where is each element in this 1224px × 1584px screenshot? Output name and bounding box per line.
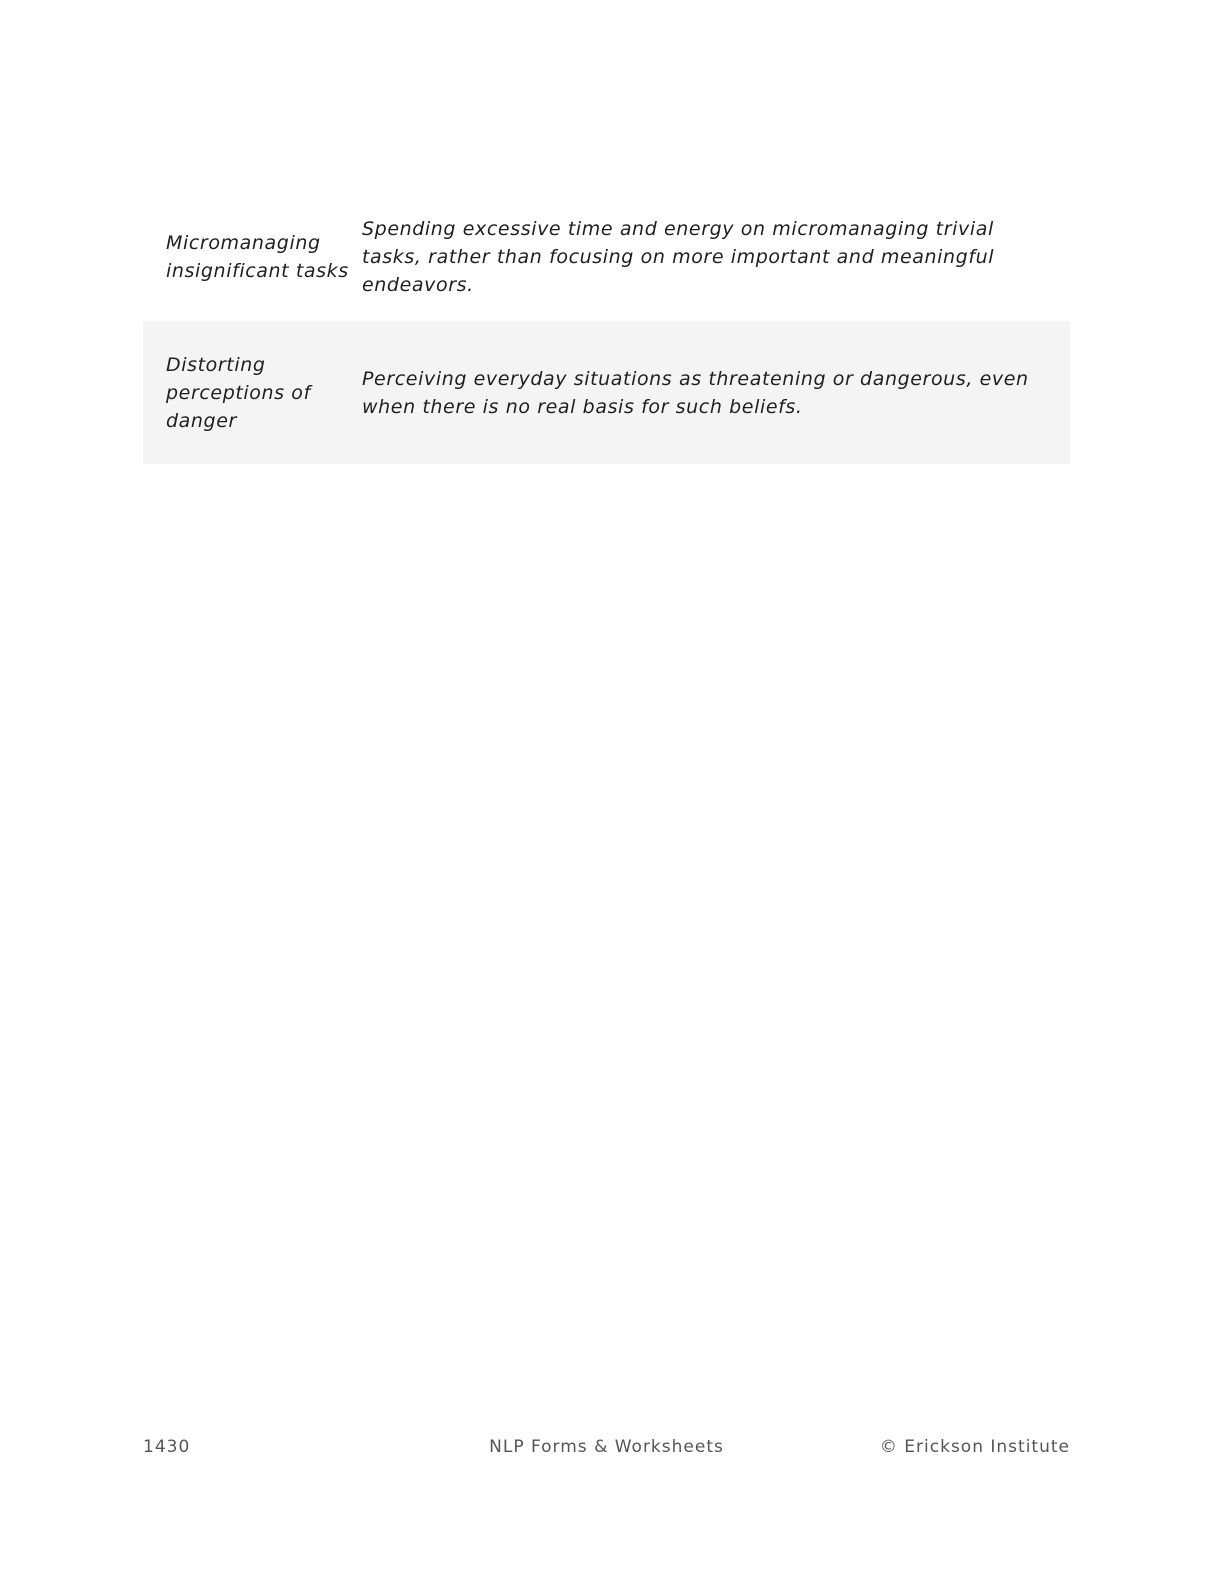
row-description: Perceiving everyday situations as threatening or dangerous, even when there is no real basis for such beliefs. — [362, 367, 1029, 418]
table-row — [143, 192, 1070, 321]
page-number: 1430 — [143, 1437, 191, 1457]
copyright-notice: © Erickson Institute — [879, 1437, 1070, 1457]
row-term: Distorting perceptions of danger — [166, 353, 311, 432]
table-row — [143, 321, 1070, 464]
row-term: Micromanaging insignificant tasks — [166, 231, 349, 282]
row-description: Spending excessive time and energy on micromanaging trivial tasks, rather than focusing on more important and meaningful endeavors. — [362, 217, 995, 296]
footer-title: NLP Forms & Worksheets — [489, 1437, 724, 1457]
page-footer — [143, 1437, 1070, 1461]
definitions-table — [143, 192, 1070, 464]
